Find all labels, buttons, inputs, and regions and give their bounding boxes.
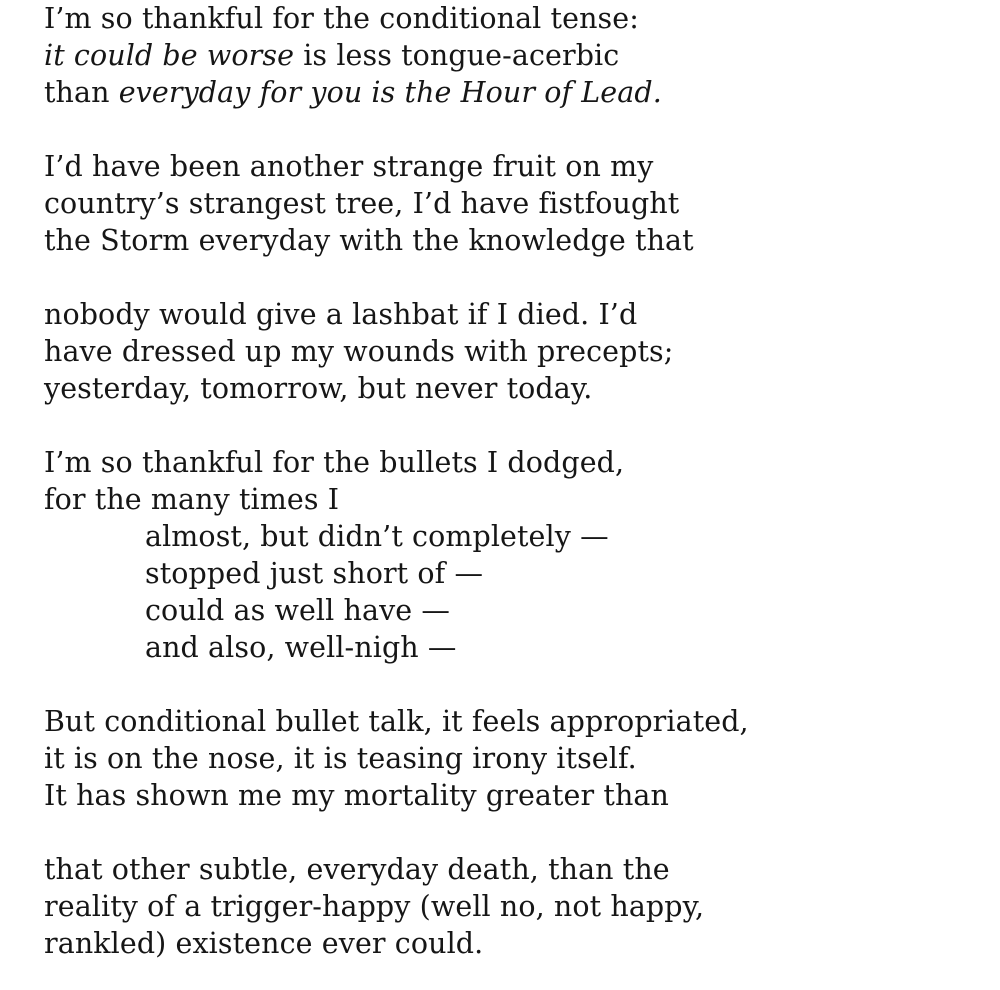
italic-phrase: it could be worse xyxy=(44,39,295,72)
stanza-4 xyxy=(44,444,984,666)
poem xyxy=(44,0,984,962)
poem-line: for the many times I xyxy=(44,483,340,516)
italic-phrase: everyday for you is the Hour of Lead. xyxy=(118,76,662,109)
stanza-6 xyxy=(44,851,984,962)
poem-line xyxy=(44,74,984,111)
poem-line: country’s strangest tree, I’d have fistfought xyxy=(44,187,680,220)
poem-line-indented: almost, but didn’t completely — xyxy=(145,520,609,553)
stanza-1 xyxy=(44,0,984,111)
poem-line: the Storm everyday with the knowledge that xyxy=(44,224,694,257)
line-text: is less tongue-acerbic xyxy=(294,39,620,72)
poem-line-indented: stopped just short of — xyxy=(145,557,484,590)
poem-line: nobody would give a lashbat if I died. I’d xyxy=(44,298,638,331)
poem-line: reality of a trigger-happy (well no, not happy, xyxy=(44,890,705,923)
poem-line: rankled) existence ever could. xyxy=(44,927,484,960)
poem-line: have dressed up my wounds with precepts; xyxy=(44,335,674,368)
poem-line: I’d have been another strange fruit on my xyxy=(44,150,654,183)
poem-line: yesterday, tomorrow, but never today. xyxy=(44,372,593,405)
stanza-5 xyxy=(44,703,984,814)
poem-line xyxy=(44,37,984,74)
poem-line: I’m so thankful for the bullets I dodged, xyxy=(44,446,625,479)
poem-line: I’m so thankful for the conditional tense: xyxy=(44,2,639,35)
poem-line-indented: could as well have — xyxy=(145,594,450,627)
poem-line: But conditional bullet talk, it feels appropriated, xyxy=(44,705,749,738)
poem-line: that other subtle, everyday death, than the xyxy=(44,853,670,886)
poem-line: It has shown me my mortality greater than xyxy=(44,779,669,812)
poem-line: it is on the nose, it is teasing irony itself. xyxy=(44,742,637,775)
stanza-3 xyxy=(44,296,984,407)
stanza-2 xyxy=(44,148,984,259)
poem-line-indented: and also, well-nigh — xyxy=(145,631,457,664)
line-text: than xyxy=(44,76,119,109)
